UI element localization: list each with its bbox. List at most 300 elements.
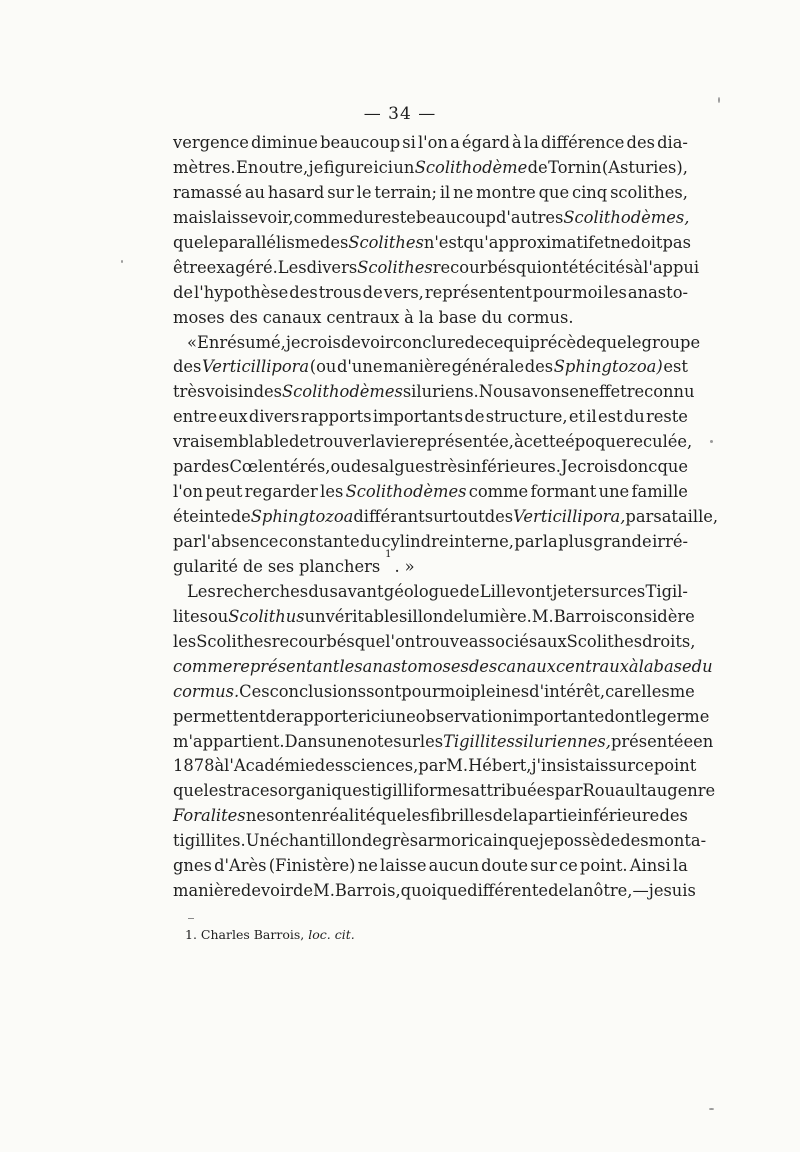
- word: le: [641, 706, 657, 726]
- word: de: [288, 432, 309, 452]
- word: la: [672, 856, 688, 876]
- word: canaux: [497, 656, 556, 676]
- word: droits,: [642, 631, 696, 651]
- word: sciences,: [343, 756, 419, 776]
- word: véritable: [325, 606, 399, 626]
- word: par: [554, 781, 583, 801]
- word: importants: [372, 407, 464, 427]
- text-line: [173, 455, 688, 480]
- word: Scolithodème: [414, 157, 528, 177]
- word: conclure: [392, 332, 465, 352]
- word: eux: [218, 407, 248, 427]
- word: irré-: [652, 532, 688, 551]
- text-line: [173, 505, 719, 530]
- word: sur: [530, 856, 557, 876]
- word: Scolithodèmes: [282, 382, 403, 402]
- word: qui: [515, 257, 542, 277]
- text-line: [173, 854, 688, 879]
- word: représentée,: [409, 432, 514, 452]
- word: un: [304, 606, 326, 626]
- word: éteinte: [173, 507, 231, 527]
- word: Scolithes: [566, 631, 643, 651]
- word: inférieures.: [465, 457, 561, 477]
- word: centraux: [555, 656, 629, 676]
- word: recourbés: [432, 257, 516, 277]
- word: scolithes,: [610, 182, 688, 202]
- word: base: [653, 656, 692, 676]
- word: note: [356, 731, 394, 751]
- word: sont: [366, 681, 402, 701]
- body-text: [173, 131, 719, 904]
- word: »: [404, 556, 415, 576]
- word: savant: [329, 581, 384, 601]
- word: l'appui: [643, 257, 700, 277]
- word: qui: [503, 332, 530, 352]
- word: de: [492, 806, 513, 826]
- word: partie: [527, 806, 578, 826]
- word: l'on: [417, 133, 448, 152]
- word: par: [418, 756, 447, 776]
- word: comme: [293, 207, 354, 227]
- word: manière: [173, 881, 241, 901]
- text-line: [173, 779, 716, 804]
- word: d'Arès: [214, 856, 267, 876]
- word: sur: [591, 581, 618, 601]
- word: pas: [662, 232, 691, 252]
- word: hasard: [267, 182, 325, 202]
- word: du: [353, 207, 374, 227]
- word: beaucoup: [320, 133, 401, 152]
- word: grès: [381, 831, 419, 851]
- word: en: [301, 806, 322, 826]
- text-line: [173, 804, 688, 829]
- word: M.: [313, 881, 335, 901]
- text-line: [173, 306, 688, 331]
- word: que: [538, 182, 570, 202]
- word: Tigil-: [645, 581, 688, 601]
- word: permettent: [173, 706, 266, 726]
- word: sur: [393, 731, 420, 751]
- word: des: [659, 806, 688, 826]
- word: par: [173, 532, 201, 551]
- word: reste: [645, 407, 688, 427]
- word: moses: [173, 307, 225, 327]
- word: au: [647, 781, 668, 801]
- word: j'insistais: [531, 756, 609, 776]
- word: Scolithes: [357, 257, 433, 277]
- word: sont: [266, 806, 302, 826]
- word: est: [597, 407, 623, 427]
- word: comme: [468, 482, 529, 502]
- word: différence: [540, 133, 625, 152]
- word: gnes: [173, 856, 212, 876]
- footnote-reference: loc. cit.: [308, 927, 355, 942]
- word: très: [433, 457, 466, 477]
- word: je: [285, 332, 301, 352]
- word: montre: [476, 182, 536, 202]
- word: été: [568, 257, 595, 277]
- word: de: [548, 881, 569, 901]
- word: de: [361, 831, 382, 851]
- text-line: [173, 680, 695, 705]
- word: que: [508, 831, 539, 851]
- text-line: [173, 754, 697, 779]
- word: ce: [484, 332, 504, 352]
- word: Sphingtozoa): [553, 357, 663, 377]
- word: par: [625, 507, 654, 527]
- word: du: [308, 581, 330, 601]
- word: Foralites: [173, 806, 246, 826]
- word: ne: [453, 182, 474, 202]
- word: Scolithus: [228, 606, 305, 626]
- word: ou: [207, 606, 229, 626]
- word: beaucoup: [415, 207, 496, 227]
- word: ici: [373, 157, 393, 177]
- word: les: [320, 482, 344, 502]
- word: que: [375, 806, 407, 826]
- word: 1878: [173, 756, 215, 776]
- word: point.: [579, 856, 628, 876]
- word: une: [598, 482, 630, 502]
- word: par: [173, 457, 201, 477]
- word: des: [484, 507, 514, 527]
- word: n'est: [423, 232, 464, 252]
- word: figure: [323, 157, 373, 177]
- word: elles: [631, 681, 670, 701]
- word: M.: [531, 606, 554, 626]
- word: plus: [558, 532, 593, 551]
- word: taille,: [671, 507, 719, 527]
- text-line: [173, 231, 691, 256]
- scan-speck: [710, 440, 713, 443]
- word: je: [648, 881, 664, 901]
- word: moi: [572, 282, 603, 302]
- word: outre,: [258, 157, 309, 177]
- word: des: [229, 307, 258, 327]
- word: pleines: [470, 681, 530, 701]
- word: laisse: [211, 207, 259, 227]
- word: voir,: [258, 207, 294, 227]
- word: armoricain: [418, 831, 509, 851]
- text-line: [173, 380, 695, 405]
- text-line: [173, 405, 688, 430]
- word: de: [464, 332, 485, 352]
- word: nôtre,: [583, 881, 633, 901]
- word: des: [350, 457, 380, 477]
- word: Cœlentérés,: [229, 457, 331, 477]
- word: moi: [439, 681, 471, 701]
- word: égard: [461, 133, 510, 152]
- word: avons: [521, 382, 570, 402]
- word: donc: [617, 457, 658, 477]
- word: des: [524, 357, 554, 377]
- footnote-number: 1.: [185, 927, 197, 942]
- word: que: [173, 232, 204, 252]
- word: de: [173, 282, 194, 302]
- word: genre: [667, 781, 716, 801]
- word: anasto-: [627, 282, 688, 302]
- word: le: [356, 182, 372, 202]
- word: très: [173, 382, 206, 402]
- word: Verticillipora: [202, 357, 310, 377]
- word: l'hypothèse: [194, 282, 289, 302]
- word: les: [406, 806, 430, 826]
- word: ne: [357, 856, 378, 876]
- word: lumière.: [463, 606, 532, 626]
- word: manière: [383, 357, 452, 377]
- word: des: [289, 282, 318, 302]
- word: siluriennes,: [514, 731, 611, 751]
- word: de: [459, 581, 480, 601]
- word: suis: [663, 881, 696, 901]
- word: —: [632, 881, 649, 901]
- word: d'autres: [495, 207, 564, 227]
- text-line: [173, 256, 700, 281]
- word: Hébert,: [468, 756, 532, 776]
- word: la: [370, 432, 386, 452]
- word: planchers: [299, 556, 381, 576]
- word: gularité: [173, 556, 238, 576]
- word: du: [691, 656, 713, 676]
- word: importante: [512, 706, 605, 726]
- word: des: [626, 133, 655, 152]
- word: dia-: [657, 133, 688, 152]
- word: les: [203, 781, 227, 801]
- word: ce: [635, 756, 654, 776]
- word: une: [326, 731, 357, 751]
- word: canaux: [262, 307, 322, 327]
- word: cités: [594, 257, 634, 277]
- word: siluriens.: [402, 382, 479, 402]
- word: des: [173, 357, 202, 377]
- word: au: [244, 182, 266, 202]
- word: du: [360, 532, 381, 551]
- word: ses: [267, 556, 295, 576]
- word: traces: [226, 781, 278, 801]
- word: Nous: [478, 382, 522, 402]
- word: de: [240, 881, 261, 901]
- word: à: [633, 257, 644, 277]
- word: conclusions: [269, 681, 367, 701]
- word: des: [253, 382, 283, 402]
- word: Scolithes: [348, 232, 424, 252]
- word: sur: [327, 182, 354, 202]
- word: Tigillites: [443, 731, 515, 751]
- word: centraux: [326, 307, 400, 327]
- word: vie: [385, 432, 410, 452]
- word: M.: [446, 756, 469, 776]
- word: voisin: [205, 382, 254, 402]
- word: monta-: [648, 831, 707, 851]
- word: effet: [589, 382, 627, 402]
- word: Ainsi: [629, 856, 671, 876]
- word: la: [568, 881, 584, 901]
- word: mais: [173, 207, 212, 227]
- word: (ou: [309, 357, 337, 377]
- text-line: [173, 580, 688, 605]
- text-line: [173, 181, 688, 206]
- word: des: [468, 656, 498, 676]
- word: à: [512, 133, 522, 152]
- word: de: [242, 556, 263, 576]
- word: rapporter: [285, 706, 366, 726]
- scan-speck: [121, 260, 123, 263]
- word: observation: [415, 706, 513, 726]
- word: les: [339, 656, 363, 676]
- footnote: [185, 927, 355, 942]
- word: Verticillipora,: [513, 507, 626, 527]
- text-line: [173, 730, 714, 755]
- word: cinq: [571, 182, 608, 202]
- word: pour: [401, 681, 440, 701]
- word: que: [173, 781, 204, 801]
- word: des: [319, 232, 349, 252]
- word: inférieure: [577, 806, 660, 826]
- word: ne: [610, 232, 631, 252]
- text-line: [173, 829, 707, 854]
- word: être: [173, 257, 207, 277]
- word: des: [200, 457, 230, 477]
- word: laisse: [380, 856, 427, 876]
- word: il: [586, 407, 597, 427]
- word: le: [203, 232, 219, 252]
- word: En: [196, 332, 220, 352]
- text-line: [173, 206, 688, 231]
- word: Scolithes: [196, 631, 272, 651]
- word: l'Académie: [224, 756, 315, 776]
- word: diminue: [251, 133, 318, 152]
- text-line: [173, 480, 688, 505]
- word: de: [230, 507, 251, 527]
- word: trous: [318, 282, 362, 302]
- word: les: [603, 282, 627, 302]
- text-line: [173, 355, 688, 380]
- word: (Asturies),: [601, 157, 688, 177]
- word: considère: [614, 606, 695, 626]
- word: ou: [330, 457, 351, 477]
- word: divers: [248, 407, 300, 427]
- word: groupe: [641, 332, 701, 352]
- word: à: [214, 756, 225, 776]
- word: représentant: [232, 656, 340, 676]
- text-line: [173, 879, 696, 904]
- text-line: [173, 331, 701, 356]
- word: surtout: [424, 507, 485, 527]
- word: tigilliformes: [370, 781, 471, 801]
- word: possède: [553, 831, 621, 851]
- word: à: [513, 432, 524, 452]
- text-line: [173, 630, 696, 655]
- word: doute: [481, 856, 529, 876]
- text-line: [173, 548, 688, 580]
- word: époque: [565, 432, 626, 452]
- text-line: [173, 430, 693, 455]
- word: cormus.: [173, 681, 240, 701]
- word: Lille: [479, 581, 516, 601]
- word: et: [568, 407, 586, 427]
- word: en: [569, 382, 590, 402]
- word: Les: [277, 257, 307, 277]
- word: de: [362, 282, 383, 302]
- word: pour: [532, 282, 572, 302]
- word: Un: [245, 831, 270, 851]
- page-number: — 34 —: [363, 104, 437, 124]
- word: l'on: [173, 482, 203, 502]
- word: formant: [530, 482, 597, 502]
- word: générale: [451, 357, 525, 377]
- word: réalité: [321, 806, 376, 826]
- word: vraisemblable: [173, 432, 289, 452]
- word: qu'approximatif: [463, 232, 595, 252]
- word: me: [669, 681, 695, 701]
- word: la: [512, 806, 528, 826]
- word: .: [394, 556, 400, 576]
- word: et: [594, 232, 611, 252]
- word: du: [623, 407, 645, 427]
- word: si: [402, 133, 416, 152]
- word: les: [173, 631, 197, 651]
- word: car: [605, 681, 632, 701]
- word: cylindre: [381, 532, 449, 551]
- word: de: [265, 706, 286, 726]
- word: parallélisme: [218, 232, 320, 252]
- word: de: [464, 407, 485, 427]
- word: organiques: [277, 781, 371, 801]
- word: crois: [577, 457, 618, 477]
- word: représentent: [424, 282, 532, 302]
- word: fibrilles: [429, 806, 493, 826]
- word: devoir: [340, 332, 393, 352]
- word: entre: [173, 407, 218, 427]
- word: de: [527, 157, 548, 177]
- word: d'une: [336, 357, 383, 377]
- word: famille: [631, 482, 688, 502]
- footnote-separator: [188, 918, 194, 919]
- scan-speck: [709, 1108, 714, 1110]
- word: point: [653, 756, 697, 776]
- word: lites: [173, 606, 208, 626]
- word: que: [657, 457, 688, 477]
- word: tigillites.: [173, 831, 246, 851]
- word: germe: [656, 706, 710, 726]
- word: recherches: [216, 581, 309, 601]
- word: en: [693, 731, 714, 751]
- word: Barrois,: [334, 881, 401, 901]
- word: reste: [373, 207, 416, 227]
- word: différente: [467, 881, 549, 901]
- text-line: [173, 530, 688, 555]
- word: sur: [608, 756, 636, 776]
- word: reculée,: [625, 432, 693, 452]
- word: de: [443, 606, 464, 626]
- word: l'absence: [201, 532, 279, 551]
- word: il: [439, 182, 451, 202]
- word: comme: [173, 656, 233, 676]
- word: le: [626, 332, 642, 352]
- word: la: [638, 656, 654, 676]
- text-line: [173, 605, 695, 630]
- word: géologue: [383, 581, 460, 601]
- word: Scolithodèmes,: [563, 207, 690, 227]
- word: terrain;: [374, 182, 437, 202]
- scan-speck: [718, 97, 720, 103]
- word: structure,: [485, 407, 568, 427]
- word: échantillon: [269, 831, 362, 851]
- word: est: [663, 357, 688, 377]
- word: une: [385, 706, 416, 726]
- word: Rouault: [582, 781, 648, 801]
- word: ce: [558, 856, 578, 876]
